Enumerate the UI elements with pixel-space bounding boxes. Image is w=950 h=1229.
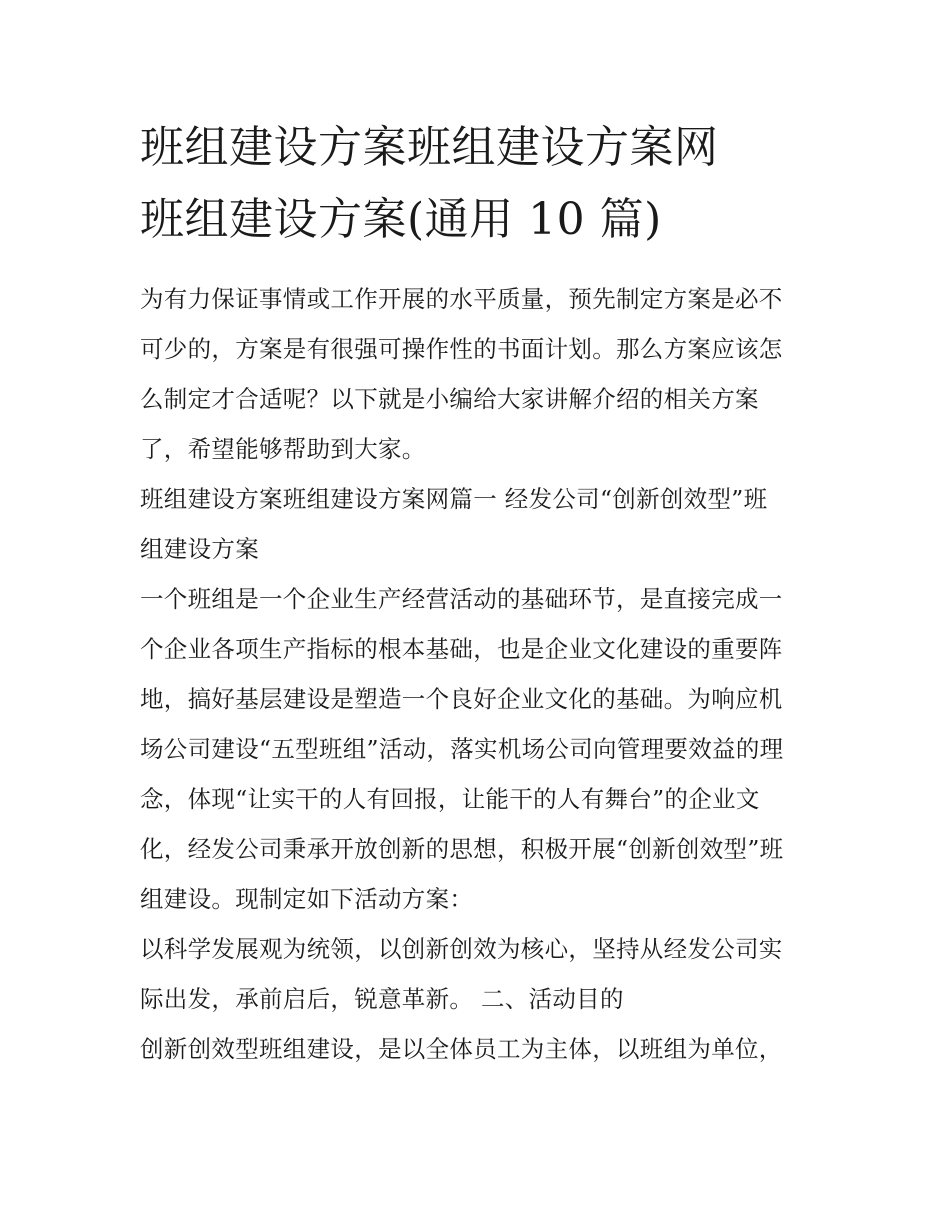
text-line: 际出发，承前启后，锐意革新。 二、活动目的 bbox=[140, 985, 624, 1013]
text-line: 组建设。现制定如下活动方案： bbox=[140, 885, 474, 913]
section-heading-paragraph bbox=[140, 474, 820, 574]
text-line: 场公司建设“五型班组”活动，落实机场公司向管理要效益的理 bbox=[140, 735, 784, 763]
text-line: 可少的，方案是有很强可操作性的书面计划。那么方案应该怎 bbox=[140, 335, 783, 363]
guiding-principle-paragraph bbox=[140, 924, 820, 1024]
title-line-1: 班组建设方案班组建设方案网 bbox=[140, 122, 719, 173]
document-page bbox=[140, 112, 820, 1074]
intro-paragraph bbox=[140, 274, 820, 474]
text-line: 创新创效型班组建设，是以全体员工为主体，以班组为单位， bbox=[140, 1035, 783, 1063]
text-line: 了，希望能够帮助到大家。 bbox=[140, 435, 426, 463]
text-line: 组建设方案 bbox=[140, 535, 259, 563]
text-line: 一个班组是一个企业生产经营活动的基础环节，是直接完成一 bbox=[140, 585, 783, 613]
text-line: 个企业各项生产指标的根本基础，也是企业文化建设的重要阵 bbox=[140, 635, 783, 663]
text-line: 化，经发公司秉承开放创新的思想，积极开展“创新创效型”班 bbox=[140, 835, 784, 863]
document-title bbox=[140, 112, 820, 256]
text-line: 以科学发展观为统领，以创新创效为核心，坚持从经发公司实 bbox=[140, 935, 783, 963]
text-line: 班组建设方案班组建设方案网篇一 经发公司“创新创效型”班 bbox=[140, 485, 768, 513]
background-paragraph bbox=[140, 574, 820, 924]
text-line: 地，搞好基层建设是塑造一个良好企业文化的基础。为响应机 bbox=[140, 685, 783, 713]
objective-paragraph bbox=[140, 1024, 820, 1074]
text-line: 为有力保证事情或工作开展的水平质量，预先制定方案是必不 bbox=[140, 285, 783, 313]
title-line-2: 班组建设方案(通用 10 篇) bbox=[140, 194, 662, 245]
text-line: 么制定才合适呢？以下就是小编给大家讲解介绍的相关方案 bbox=[140, 385, 759, 413]
text-line: 念，体现“让实干的人有回报，让能干的人有舞台”的企业文 bbox=[140, 785, 760, 813]
